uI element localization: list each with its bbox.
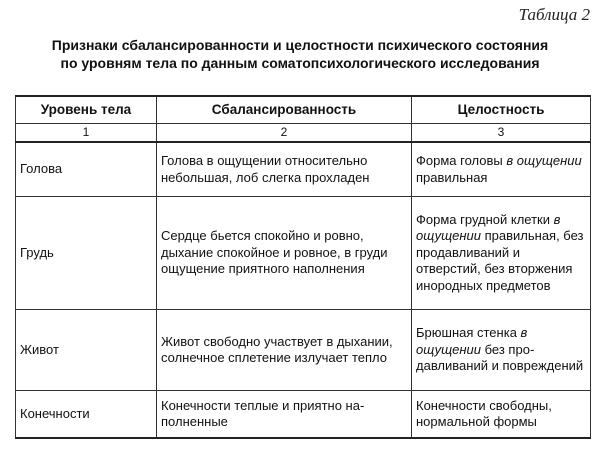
level-cell: Голова	[16, 142, 157, 197]
integrity-emphasis: в ощущении	[416, 211, 561, 244]
integrity-text: Конечности свободны, нормальной формы	[416, 397, 552, 429]
table-row	[16, 142, 591, 197]
balance-cell: Голова в ощущении относительно небольшая, лоб слегка прохладен	[157, 142, 412, 197]
title-line-1: Признаки сбалансированности и целостности психического состояния	[51, 37, 549, 53]
level-cell: Конечности	[16, 391, 157, 439]
integrity-text: Форма грудной клетки	[416, 211, 554, 227]
column-number-row	[16, 124, 591, 143]
integrity-emphasis: в ощущении	[506, 153, 582, 168]
integrity-text: Брюшная стенка	[416, 325, 521, 341]
integrity-cell	[412, 310, 591, 391]
integrity-text: Форма головы	[416, 153, 507, 168]
column-number: 1	[16, 124, 157, 143]
integrity-text: без продавливаний и повреждений	[416, 341, 584, 374]
header-row	[16, 96, 591, 124]
balance-cell: Живот свободно участвует в дыхании, солнечное сплетение излучает тепло	[157, 310, 412, 391]
balance-cell: Сердце бьется спокойно и ровно, дыхание спокойное и ровное, в груди ощущение приятного наполнения	[157, 197, 412, 310]
table-row	[16, 310, 591, 391]
column-number: 2	[157, 124, 412, 143]
integrity-text: правильная	[416, 169, 488, 185]
data-table	[15, 95, 591, 439]
integrity-emphasis: в ощущении	[416, 325, 528, 357]
level-cell: Грудь	[16, 197, 157, 310]
header-level: Уровень тела	[16, 96, 157, 124]
table-title	[0, 36, 600, 72]
header-integrity: Целостность	[412, 96, 591, 124]
integrity-cell	[412, 197, 591, 310]
table-row	[16, 391, 591, 439]
title-line-2: по уровням тела по данным соматопсихологического исследования	[60, 55, 540, 71]
header-balance: Сбалансированность	[157, 96, 412, 124]
table-row	[16, 197, 591, 310]
level-cell: Живот	[16, 310, 157, 391]
integrity-text: правильная, без продавливаний и отверстий, без вторжения инородных предметов	[416, 228, 584, 293]
integrity-cell	[412, 391, 591, 439]
table-number: Таблица 2	[518, 5, 590, 24]
column-number: 3	[412, 124, 591, 143]
balance-cell: Конечности теплые и приятно наполненные	[157, 391, 412, 439]
integrity-cell	[412, 142, 591, 197]
